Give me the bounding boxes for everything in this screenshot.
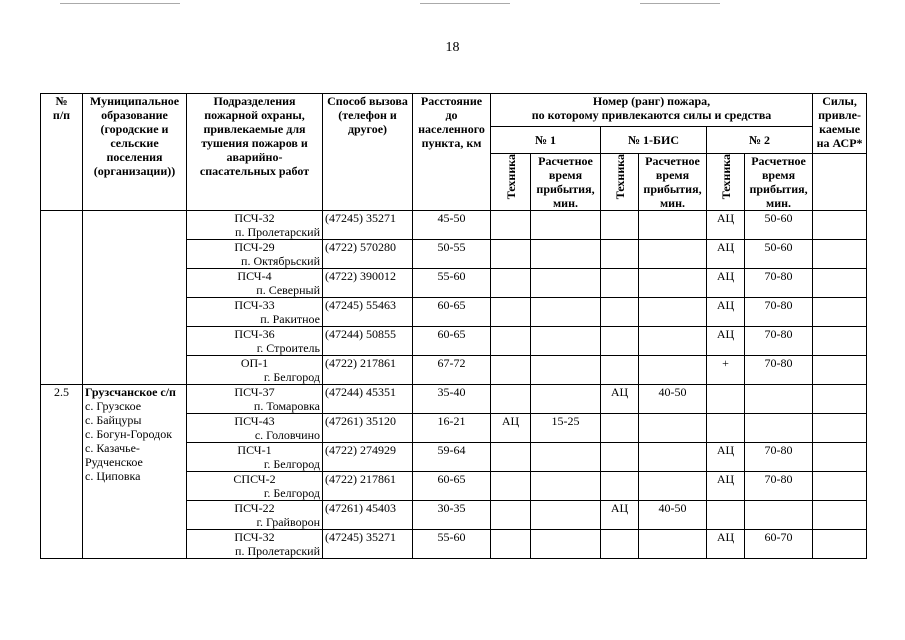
header-distance: Расстояние до населенного пункта, км <box>413 94 491 211</box>
header-call-method: Способ вызова (телефон и другое) <box>323 94 413 211</box>
row-tech-1bis <box>601 298 639 327</box>
header-rank-title: Номер (ранг) пожара, <box>592 94 711 108</box>
table-row <box>41 211 867 240</box>
row-tech-1bis <box>601 269 639 298</box>
row-tech-1: АЦ <box>491 414 531 443</box>
unit-name: ПСЧ-4 <box>237 269 272 283</box>
row-tech-2: + <box>707 356 745 385</box>
row-unit <box>187 530 323 559</box>
row-tech-1bis <box>601 530 639 559</box>
row-municipality <box>83 211 187 385</box>
row-tech-1 <box>491 501 531 530</box>
row-time-1 <box>531 385 601 414</box>
row-asr <box>813 269 867 298</box>
row-distance: 67-72 <box>413 356 491 385</box>
header-time-1: Расчетное время прибытия, мин. <box>531 154 601 211</box>
row-tech-2: АЦ <box>707 327 745 356</box>
row-distance: 35-40 <box>413 385 491 414</box>
row-time-1bis <box>639 472 707 501</box>
row-tech-2: АЦ <box>707 269 745 298</box>
row-time-1 <box>531 443 601 472</box>
header-rank <box>491 94 813 127</box>
row-phone: (4722) 217861 <box>323 472 413 501</box>
village-item: с. Циповка <box>85 469 141 483</box>
row-phone: (4722) 390012 <box>323 269 413 298</box>
unit-name: ПСЧ-43 <box>234 414 275 428</box>
row-time-1 <box>531 240 601 269</box>
row-tech-1 <box>491 211 531 240</box>
row-time-2: 70-80 <box>745 298 813 327</box>
row-asr <box>813 298 867 327</box>
row-tech-1 <box>491 530 531 559</box>
row-phone: (4722) 217861 <box>323 356 413 385</box>
unit-name: ОП-1 <box>240 356 269 370</box>
row-tech-1 <box>491 269 531 298</box>
unit-place: п. Пролетарский <box>235 225 320 239</box>
row-time-1 <box>531 356 601 385</box>
row-distance: 55-60 <box>413 530 491 559</box>
row-time-1bis <box>639 298 707 327</box>
row-asr <box>813 530 867 559</box>
row-asr <box>813 240 867 269</box>
header-forces-asr: Силы, привле-каемые на АСР* <box>813 94 867 154</box>
header-municipality: Муниципальное образование (городские и сельские поселения (организации)) <box>83 94 187 211</box>
row-unit <box>187 269 323 298</box>
row-phone: (47261) 45403 <box>323 501 413 530</box>
header-rank1: № 1 <box>491 127 601 154</box>
row-tech-1 <box>491 298 531 327</box>
row-distance: 50-55 <box>413 240 491 269</box>
row-time-1bis <box>639 211 707 240</box>
row-time-1bis: 40-50 <box>639 501 707 530</box>
forces-table <box>40 93 867 559</box>
unit-name: ПСЧ-36 <box>234 327 275 341</box>
unit-place: г. Белгород <box>263 370 320 384</box>
row-asr <box>813 501 867 530</box>
row-num: 2.5 <box>41 385 83 559</box>
unit-place: г. Грайворон <box>256 515 320 529</box>
row-tech-2: АЦ <box>707 472 745 501</box>
header-units: Подразделения пожарной охраны, привлекаемые для тушения пожаров и аварийно-спасательных работ <box>187 94 323 211</box>
row-time-1 <box>531 327 601 356</box>
municipality-title: Грузсчанское с/п <box>85 385 176 399</box>
row-time-1bis <box>639 240 707 269</box>
unit-name: ПСЧ-37 <box>234 385 275 399</box>
row-phone: (4722) 570280 <box>323 240 413 269</box>
top-rule-left <box>60 3 180 4</box>
unit-name: СПСЧ-2 <box>233 472 276 486</box>
row-time-2: 70-80 <box>745 356 813 385</box>
row-time-1bis <box>639 530 707 559</box>
row-asr <box>813 443 867 472</box>
row-asr <box>813 356 867 385</box>
row-distance: 55-60 <box>413 269 491 298</box>
row-unit <box>187 443 323 472</box>
unit-place: п. Пролетарский <box>235 544 320 558</box>
row-phone: (4722) 274929 <box>323 443 413 472</box>
unit-place: п. Ракитное <box>260 312 320 326</box>
village-item: с. Богун-Городок <box>85 427 173 441</box>
village-item: с. Казачье-Рудченское <box>85 441 143 469</box>
row-time-1 <box>531 472 601 501</box>
row-time-1bis: 40-50 <box>639 385 707 414</box>
row-time-2 <box>745 501 813 530</box>
village-item: с. Байцуры <box>85 413 142 427</box>
row-tech-1bis: АЦ <box>601 501 639 530</box>
unit-place: с. Головчино <box>254 428 320 442</box>
unit-name: ПСЧ-22 <box>234 501 275 515</box>
row-unit <box>187 414 323 443</box>
header-rank-subtitle: по которому привлекаются силы и средства <box>531 108 772 122</box>
row-time-1 <box>531 298 601 327</box>
row-tech-1 <box>491 356 531 385</box>
unit-place: г. Белгород <box>263 457 320 471</box>
header-tech-2-text: Техника <box>718 154 733 200</box>
row-unit <box>187 356 323 385</box>
row-distance: 60-65 <box>413 472 491 501</box>
row-unit <box>187 211 323 240</box>
row-distance: 60-65 <box>413 298 491 327</box>
header-tech-1 <box>491 154 531 211</box>
row-tech-2 <box>707 501 745 530</box>
row-tech-2: АЦ <box>707 443 745 472</box>
unit-name: ПСЧ-32 <box>234 530 275 544</box>
row-tech-1bis <box>601 327 639 356</box>
header-num: № п/п <box>41 94 83 211</box>
header-tech-1-text: Техника <box>503 154 518 200</box>
row-tech-2: АЦ <box>707 298 745 327</box>
row-municipality <box>83 385 187 559</box>
row-asr <box>813 472 867 501</box>
header-asr-empty <box>813 154 867 211</box>
unit-place: п. Томаровка <box>253 399 320 413</box>
row-unit <box>187 240 323 269</box>
header-time-2: Расчетное время прибытия, мин. <box>745 154 813 211</box>
row-time-1bis <box>639 269 707 298</box>
row-distance: 30-35 <box>413 501 491 530</box>
row-asr <box>813 385 867 414</box>
row-tech-2: АЦ <box>707 211 745 240</box>
row-time-2 <box>745 414 813 443</box>
row-time-1bis <box>639 327 707 356</box>
row-unit <box>187 327 323 356</box>
row-distance: 16-21 <box>413 414 491 443</box>
row-tech-1 <box>491 240 531 269</box>
row-time-2: 70-80 <box>745 472 813 501</box>
unit-name: ПСЧ-29 <box>234 240 275 254</box>
header-tech-2 <box>707 154 745 211</box>
row-phone: (47261) 35120 <box>323 414 413 443</box>
unit-name: ПСЧ-33 <box>234 298 275 312</box>
row-time-2: 60-70 <box>745 530 813 559</box>
row-tech-1bis <box>601 356 639 385</box>
row-tech-1bis <box>601 414 639 443</box>
row-unit <box>187 385 323 414</box>
row-time-1bis <box>639 414 707 443</box>
row-time-1 <box>531 211 601 240</box>
unit-place: п. Северный <box>256 283 320 297</box>
header-tech-1bis <box>601 154 639 211</box>
row-tech-1bis <box>601 472 639 501</box>
header-tech-1bis-text: Техника <box>612 154 627 200</box>
row-tech-1bis <box>601 240 639 269</box>
row-asr <box>813 327 867 356</box>
row-time-1bis <box>639 443 707 472</box>
unit-name: ПСЧ-1 <box>237 443 272 457</box>
header-rank2: № 2 <box>707 127 813 154</box>
row-time-1 <box>531 269 601 298</box>
row-unit <box>187 472 323 501</box>
row-time-2 <box>745 385 813 414</box>
row-tech-2: АЦ <box>707 240 745 269</box>
row-time-1: 15-25 <box>531 414 601 443</box>
row-tech-1bis <box>601 211 639 240</box>
unit-place: г. Белгород <box>263 486 320 500</box>
row-num <box>41 211 83 385</box>
row-phone: (47244) 50855 <box>323 327 413 356</box>
header-time-1bis: Расчетное время прибытия, мин. <box>639 154 707 211</box>
row-tech-1bis <box>601 443 639 472</box>
row-time-2: 70-80 <box>745 327 813 356</box>
row-phone: (47245) 35271 <box>323 530 413 559</box>
row-time-2: 70-80 <box>745 443 813 472</box>
row-distance: 60-65 <box>413 327 491 356</box>
unit-place: г. Строитель <box>256 341 320 355</box>
top-rule-mid <box>420 3 510 4</box>
row-tech-1 <box>491 443 531 472</box>
village-item: с. Грузское <box>85 399 142 413</box>
row-unit <box>187 501 323 530</box>
unit-name: ПСЧ-32 <box>234 211 275 225</box>
unit-place: п. Октябрьский <box>241 254 320 268</box>
row-asr <box>813 211 867 240</box>
row-phone: (47245) 55463 <box>323 298 413 327</box>
row-tech-2: АЦ <box>707 530 745 559</box>
row-distance: 45-50 <box>413 211 491 240</box>
row-distance: 59-64 <box>413 443 491 472</box>
row-time-2: 50-60 <box>745 211 813 240</box>
row-tech-1 <box>491 472 531 501</box>
row-phone: (47244) 45351 <box>323 385 413 414</box>
row-time-1 <box>531 501 601 530</box>
row-phone: (47245) 35271 <box>323 211 413 240</box>
row-asr <box>813 414 867 443</box>
row-time-2: 50-60 <box>745 240 813 269</box>
row-tech-1 <box>491 327 531 356</box>
row-tech-2 <box>707 385 745 414</box>
row-time-1 <box>531 530 601 559</box>
header-rank1bis: № 1-БИС <box>601 127 707 154</box>
row-time-2: 70-80 <box>745 269 813 298</box>
row-tech-1bis: АЦ <box>601 385 639 414</box>
top-rule-right <box>640 3 720 4</box>
row-time-1bis <box>639 356 707 385</box>
page-number: 18 <box>445 40 460 55</box>
table-row <box>41 385 867 414</box>
row-tech-2 <box>707 414 745 443</box>
row-unit <box>187 298 323 327</box>
row-tech-1 <box>491 385 531 414</box>
